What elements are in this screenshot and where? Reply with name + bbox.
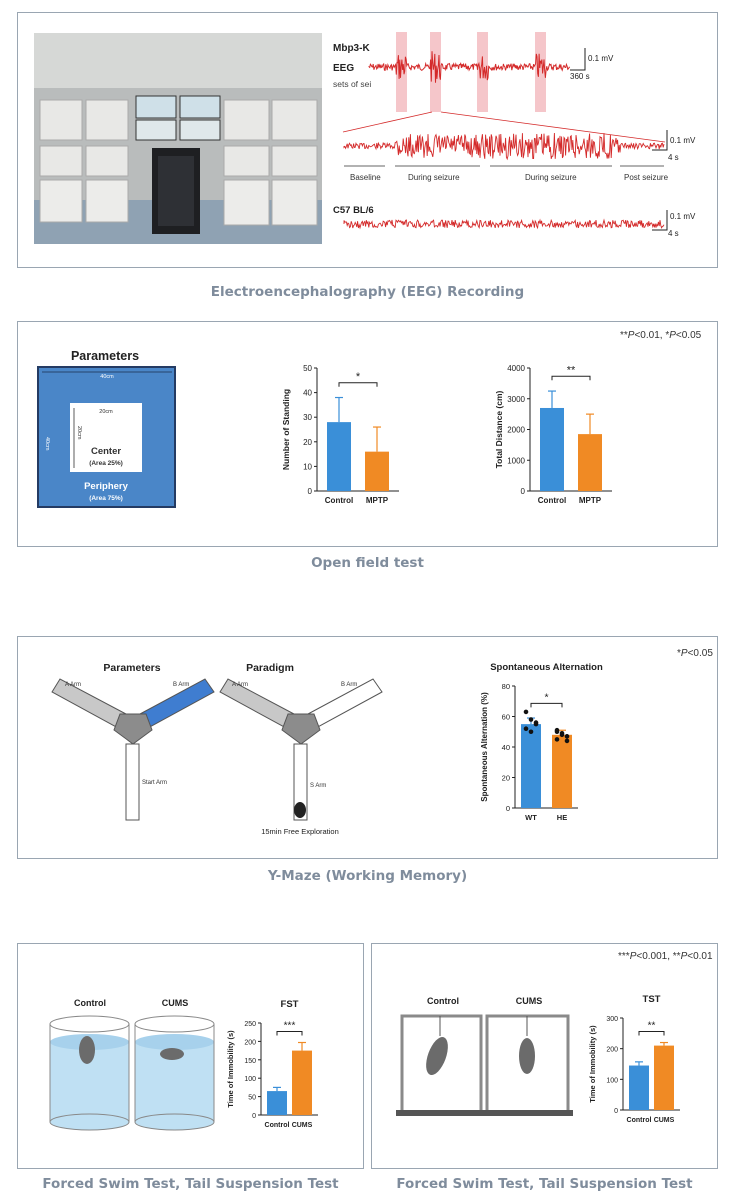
scale-mid-mv: 0.1 mV xyxy=(670,136,696,145)
maze2-b-arm: B Arm xyxy=(341,682,358,688)
y-tick-label: 60 xyxy=(501,712,510,722)
tst-cums-label: CUMS xyxy=(515,996,543,1006)
arena-outer-side: 40cm xyxy=(44,437,50,451)
significance-stars: ** xyxy=(566,364,576,377)
x-tick-label: Control xyxy=(626,1117,652,1124)
y-tick-label: 0 xyxy=(307,487,312,496)
maze1-b-arm: B Arm xyxy=(173,682,190,688)
chart-title: FST xyxy=(280,999,299,1010)
open-field-significance: **P<0.01, *P<0.05 xyxy=(620,330,702,341)
y-maze-caption: Y-Maze (Working Memory) xyxy=(267,868,468,884)
y-tick-label: 250 xyxy=(244,1021,256,1028)
y-axis-label: Total Distance (cm) xyxy=(494,390,504,469)
mbp-label: Mbp3-K xyxy=(333,43,370,54)
y-tick-label: 3000 xyxy=(507,394,525,404)
scale-top-time: 360 s xyxy=(570,72,590,81)
x-tick-label: Control xyxy=(537,496,567,505)
x-tick-label: WT xyxy=(525,813,537,822)
ym-paradigm-title: Paradigm xyxy=(246,662,294,674)
y-tick-label: 40 xyxy=(501,743,510,752)
y-tick-label: 1000 xyxy=(507,456,525,466)
arena-center-area: (Area 25%) xyxy=(89,460,123,467)
fst-control-label: Control xyxy=(74,998,106,1008)
chart-title: Spontaneous Alternation xyxy=(490,662,603,673)
tst-significance: ***P<0.001, **P<0.01 xyxy=(618,951,713,962)
bar-control xyxy=(629,1066,649,1110)
y-tick-label: 2000 xyxy=(507,425,525,435)
y-tick-label: 0 xyxy=(520,487,525,496)
y-tick-label: 0 xyxy=(252,1113,256,1120)
significance-stars: *** xyxy=(283,1020,296,1032)
x-tick-label: MPTP xyxy=(365,496,389,505)
phase-seizure-1: During seizure xyxy=(408,173,460,182)
y-tick-label: 10 xyxy=(303,462,312,472)
y-tick-label: 0 xyxy=(505,804,510,813)
maze2-a-arm: A Arm xyxy=(232,682,249,688)
x-tick-label: MPTP xyxy=(578,496,602,505)
y-axis-label: Time of Immobility (s) xyxy=(226,1030,235,1108)
y-tick-label: 150 xyxy=(244,1057,256,1065)
scale-bot-mv: 0.1 mV xyxy=(670,212,696,221)
bar-cums xyxy=(654,1046,674,1110)
significance-stars: * xyxy=(355,370,361,383)
x-tick-label: Control xyxy=(264,1122,290,1129)
arena-inner-label: 20cm xyxy=(99,409,113,415)
significance-stars: ** xyxy=(647,1020,656,1032)
phase-post: Post seizure xyxy=(624,173,669,182)
x-tick-label: CUMS xyxy=(653,1117,675,1124)
y-tick-label: 30 xyxy=(303,413,312,423)
maze1-a-arm: A Arm xyxy=(65,682,82,688)
arena-outer-label: 40cm xyxy=(100,374,114,380)
y-tick-label: 100 xyxy=(606,1077,618,1085)
ym-params-title: Parameters xyxy=(103,662,161,674)
y-maze-significance: *P<0.05 xyxy=(677,648,713,659)
y-tick-label: 50 xyxy=(303,364,312,373)
phase-seizure-2: During seizure xyxy=(525,173,577,182)
fst-cums-label: CUMS xyxy=(161,998,189,1008)
scale-bot-time: 4 s xyxy=(668,229,679,238)
maze1-start-arm: Start Arm xyxy=(142,780,168,786)
y-tick-label: 200 xyxy=(244,1039,256,1047)
y-axis-label: Spontaneous Alternation (%) xyxy=(480,692,489,802)
x-tick-label: HE xyxy=(556,813,568,822)
y-axis-label: Number of Standing xyxy=(281,388,291,471)
fst-caption: Forced Swim Test, Tail Suspension Test xyxy=(42,1176,339,1192)
scale-top-mv: 0.1 mV xyxy=(588,54,614,63)
arena-periphery-area: (Area 75%) xyxy=(89,495,123,502)
sets-label: sets of sei xyxy=(333,79,372,89)
tst-caption: Forced Swim Test, Tail Suspension Test xyxy=(396,1176,693,1192)
y-tick-label: 20 xyxy=(501,773,510,783)
open-field-caption: Open field test xyxy=(311,555,424,571)
arena-periphery-label: Periphery xyxy=(84,481,128,492)
tst-control-label: Control xyxy=(427,996,459,1006)
y-tick-label: 300 xyxy=(606,1016,618,1023)
eeg-label: EEG xyxy=(333,63,355,74)
y-axis-label: Time of Immobility (s) xyxy=(588,1025,597,1103)
y-tick-label: 50 xyxy=(248,1094,256,1102)
x-tick-label: CUMS xyxy=(291,1122,313,1129)
c57-label: C57 BL/6 xyxy=(333,205,374,216)
of-params-title: Parameters xyxy=(70,349,140,363)
phase-baseline: Baseline xyxy=(350,173,381,182)
y-tick-label: 200 xyxy=(606,1046,618,1054)
y-tick-label: 40 xyxy=(303,388,312,398)
significance-stars: * xyxy=(544,691,549,704)
arena-center-label: Center xyxy=(90,446,122,457)
significance-bracket xyxy=(639,1031,664,1035)
y-tick-label: 80 xyxy=(501,682,510,691)
y-tick-label: 20 xyxy=(303,437,312,447)
scale-mid-time: 4 s xyxy=(668,153,679,162)
y-tick-label: 4000 xyxy=(507,364,525,373)
maze2-exploration: 15min Free Exploration xyxy=(261,827,339,836)
y-tick-label: 0 xyxy=(614,1108,618,1115)
y-tick-label: 100 xyxy=(244,1076,256,1084)
x-tick-label: Control xyxy=(324,496,354,505)
chart-title: TST xyxy=(642,994,661,1005)
maze2-s-arm: S Arm xyxy=(310,783,327,789)
eeg-caption: Electroencephalography (EEG) Recording xyxy=(210,284,525,300)
arena-inner-side: 20cm xyxy=(76,426,82,440)
